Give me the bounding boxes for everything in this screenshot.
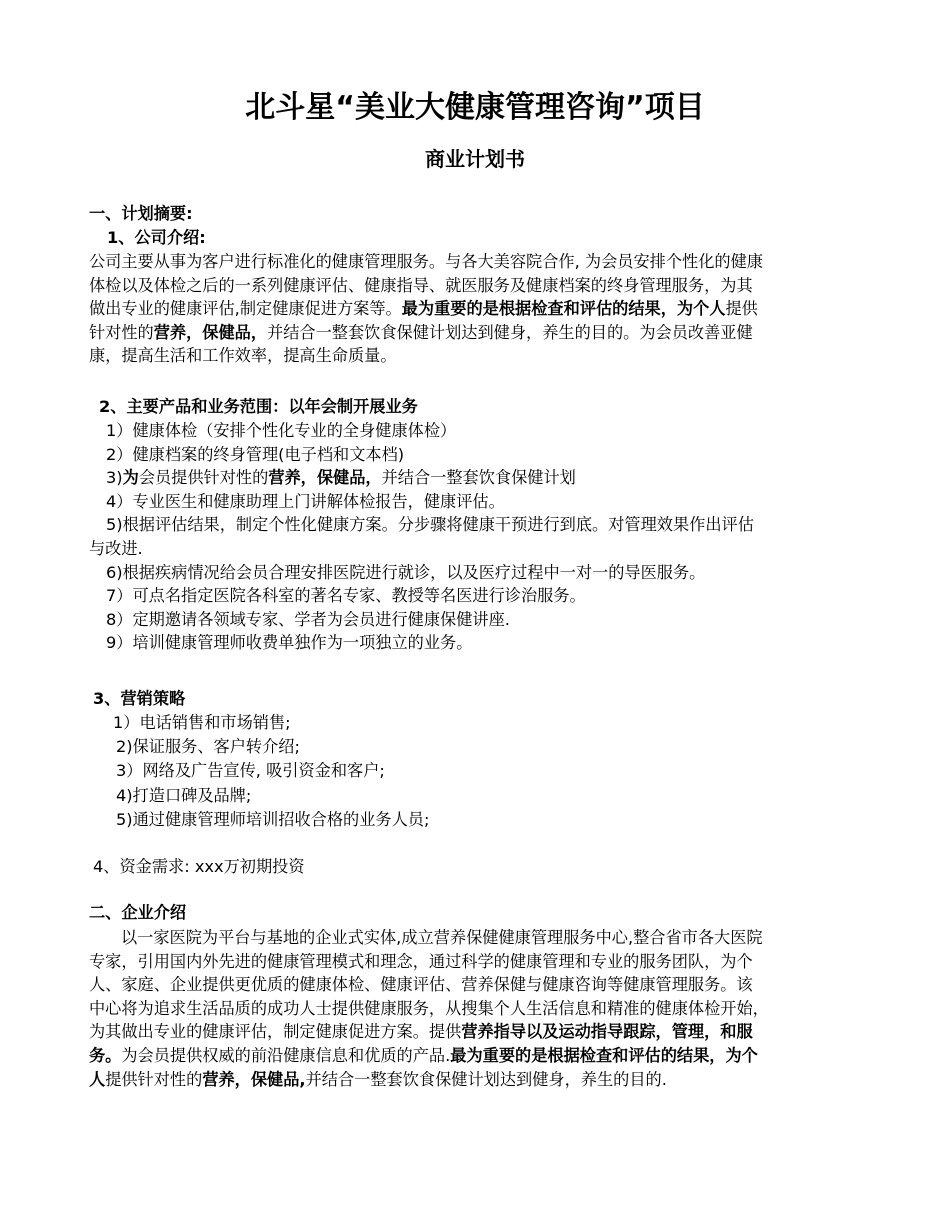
bold-text-run: 营养，保健品, xyxy=(202,1069,306,1089)
bold-text-run: 为 xyxy=(122,468,139,488)
text-run: 2）健康档案的终身管理(电子档和文本档) xyxy=(106,444,405,464)
text-run: 会员提供针对性的 xyxy=(138,468,269,488)
text-line xyxy=(89,631,869,655)
text-line xyxy=(89,344,869,368)
text-line xyxy=(89,973,869,997)
page-title: 北斗星“美业大健康管理咨询”项目 xyxy=(245,90,705,125)
marketing-item-1: 1）电话销售和市场销售; xyxy=(113,713,291,732)
text-run: 公司主要从事为客户进行标准化的健康管理服务。与各大美容院合作, 为会员安排个性化的健康 xyxy=(89,252,763,271)
text-run: 康，提高生活和工作效率，提高生命质量。 xyxy=(89,346,397,366)
text-run: 7）可点名指定医院各科室的著名专家、教授等名医进行诊治服务。 xyxy=(106,586,586,606)
text-run: 以一家医院为平台与基地的企业式实体,成立营养保健健康管理服务中心,整合省市各大医院 xyxy=(121,928,763,947)
bold-text-run: 最为重要的是根据检查和评估的结果，为个 xyxy=(450,1045,758,1065)
section1-heading: 一、计划摘要: xyxy=(89,204,193,223)
text-line xyxy=(89,490,869,514)
marketing-item-4: 4)打造口碑及品牌; xyxy=(116,786,252,805)
marketing-item-2: 2)保证服务、客户转介绍; xyxy=(116,737,300,756)
text-run: 提供 xyxy=(725,299,758,319)
text-run: 专家，引用国内外先进的健康管理模式和理念，通过科学的健康管理和专业的服务团队，为个 xyxy=(89,951,753,971)
text-run: 中心将为追求生活品质的成功人士提供健康服务，从搜集个人生活信息和精准的健康体检开始， xyxy=(89,998,769,1018)
text-line xyxy=(89,321,869,345)
marketing-heading: 3、营销策略 xyxy=(93,689,186,708)
text-line xyxy=(89,466,869,490)
text-line xyxy=(89,926,869,950)
bold-text-run: 人 xyxy=(89,1069,106,1089)
text-run: 为其做出专业的健康评估，制定健康促进方案。提供 xyxy=(89,1022,462,1042)
text-line xyxy=(89,419,869,443)
bold-text-run: 营养，保健品， xyxy=(268,468,382,488)
company-paragraph xyxy=(89,250,869,368)
text-run: 5)根据评估结果，制定个性化健康方案。分步骤将健康干预进行到底。对管理效果作出评估 xyxy=(106,515,754,535)
bold-text-run: 务。 xyxy=(89,1045,122,1065)
marketing-item-5: 5)通过健康管理师培训招收合格的业务人员; xyxy=(116,810,430,829)
text-run: 做出专业的健康评估,制定健康促进方案等。 xyxy=(89,299,402,319)
text-line xyxy=(89,443,869,467)
text-line xyxy=(89,1020,869,1044)
company-heading: 1、公司介绍: xyxy=(107,228,206,247)
text-line xyxy=(89,513,869,537)
text-run: 人、家庭、企业提供更优质的健康体检、健康评估、营养保健与健康咨询等健康管理服务。该 xyxy=(89,975,753,995)
products-heading: 2、主要产品和业务范围：以年会制开展业务 xyxy=(99,397,418,416)
text-run: 6)根据疾病情况给会员合理安排医院进行就诊，以及医疗过程中一对一的导医服务。 xyxy=(106,562,706,582)
bold-text-run: 最为重要的是根据检查和评估的结果，为个人 xyxy=(401,299,726,319)
text-run: 并结合一整套饮食保健计划 xyxy=(381,468,576,488)
text-run: 并结合一整套饮食保健计划达到健身，养生的目的。为会员改善亚健 xyxy=(267,322,753,342)
products-list xyxy=(89,419,869,655)
bold-text-run: 营养，保健品， xyxy=(153,322,268,342)
bold-text-run: 营养指导以及运动指导跟踪，管理，和服 xyxy=(461,1022,753,1042)
text-line xyxy=(89,584,869,608)
text-run: 4）专业医生和健康助理上门讲解体检报告，健康评估。 xyxy=(106,491,505,511)
marketing-item-3: 3）网络及广告宣传, 吸引资金和客户; xyxy=(116,761,385,780)
text-line xyxy=(89,297,869,321)
text-run: 为会员提供权威的前沿健康信息和优质的产品. xyxy=(121,1045,451,1065)
text-run: 8）定期邀请各领域专家、学者为会员进行健康保健讲座. xyxy=(106,609,510,629)
text-run: 并结合一整套饮食保健计划达到健身，养生的目的. xyxy=(305,1069,667,1089)
text-run: 9）培训健康管理师收费单独作为一项独立的业务。 xyxy=(106,633,473,653)
text-line xyxy=(89,561,869,585)
text-run: 针对性的 xyxy=(89,322,154,342)
text-line xyxy=(89,537,869,561)
page-subtitle: 商业计划书 xyxy=(425,147,525,171)
text-line xyxy=(89,1044,869,1068)
section2-heading: 二、企业介绍 xyxy=(89,903,187,922)
company-intro-paragraph xyxy=(89,926,869,1091)
text-run: 3) xyxy=(106,468,123,488)
text-line xyxy=(89,608,869,632)
text-run: 体检以及体检之后的一系列健康评估、健康指导、就医服务及健康档案的终身管理服务，为其 xyxy=(89,275,753,295)
text-run: 与改进. xyxy=(89,538,143,558)
funding-line: 4、资金需求: xxx万初期投资 xyxy=(93,857,305,876)
text-run: 1）健康体检（安排个性化专业的全身健康体检） xyxy=(106,421,457,440)
text-line xyxy=(89,997,869,1021)
text-line xyxy=(89,1068,869,1092)
text-line xyxy=(89,274,869,298)
text-run: 提供针对性的 xyxy=(105,1069,203,1089)
text-line xyxy=(89,950,869,974)
text-line xyxy=(89,250,869,274)
